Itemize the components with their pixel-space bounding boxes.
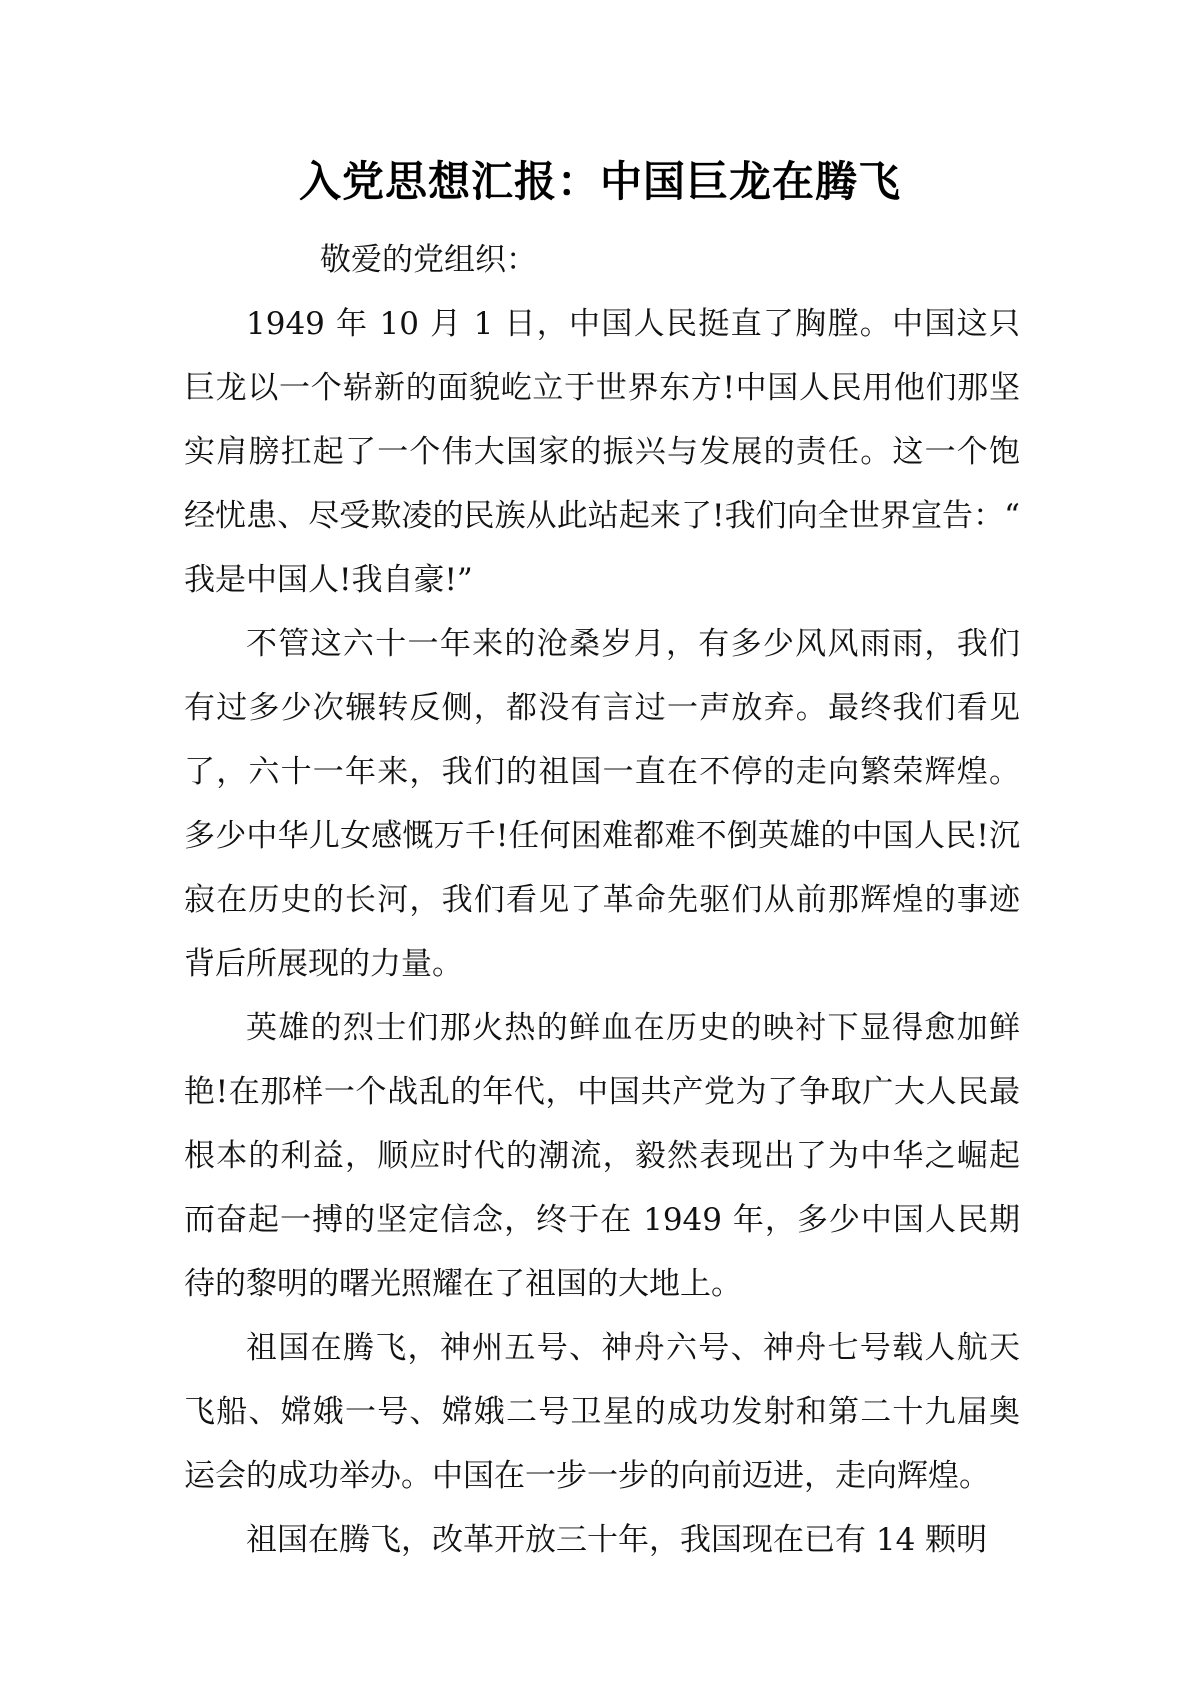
paragraph-1: 1949 年 10 月 1 日，中国人民挺直了胸膛。中国这只巨龙以一个崭新的面貌屹立于世界东方!中国人民用他们那坚实肩膀扛起了一个伟大国家的振兴与发展的责任。这一个饱经忧患、尽受欺凌的民族从此站起来了!我们向全世界宣告：“我是中国人!我自豪!” (184, 306, 1020, 598)
salutation: 敬爱的党组织： (320, 242, 537, 278)
document-body (184, 228, 1020, 1572)
paragraph-4: 祖国在腾飞，神州五号、神舟六号、神舟七号载人航天飞船、嫦娥一号、嫦娥二号卫星的成功发射和第二十九届奥运会的成功举办。中国在一步一步的向前迈进，走向辉煌。 (184, 1330, 1020, 1494)
paragraph-2: 不管这六十一年来的沧桑岁月，有多少风风雨雨，我们有过多少次辗转反侧，都没有言过一声放弃。最终我们看见了，六十一年来，我们的祖国一直在不停的走向繁荣辉煌。多少中华儿女感慨万千!任何困难都难不倒英雄的中国人民!沉寂在历史的长河，我们看见了革命先驱们从前那辉煌的事迹背后所展现的力量。 (184, 626, 1020, 982)
paragraph-3: 英雄的烈士们那火热的鲜血在历史的映衬下显得愈加鲜艳!在那样一个战乱的年代，中国共产党为了争取广大人民最根本的利益，顺应时代的潮流，毅然表现出了为中华之崛起而奋起一搏的坚定信念，终于在 1949 年，多少中国人民期待的黎明的曙光照耀在了祖国的大地上。 (184, 1010, 1020, 1302)
paragraph-5: 祖国在腾飞，改革开放三十年，我国现在已有 14 颗明 (246, 1522, 988, 1558)
document-title: 入党思想汇报：中国巨龙在腾飞 (298, 157, 901, 206)
